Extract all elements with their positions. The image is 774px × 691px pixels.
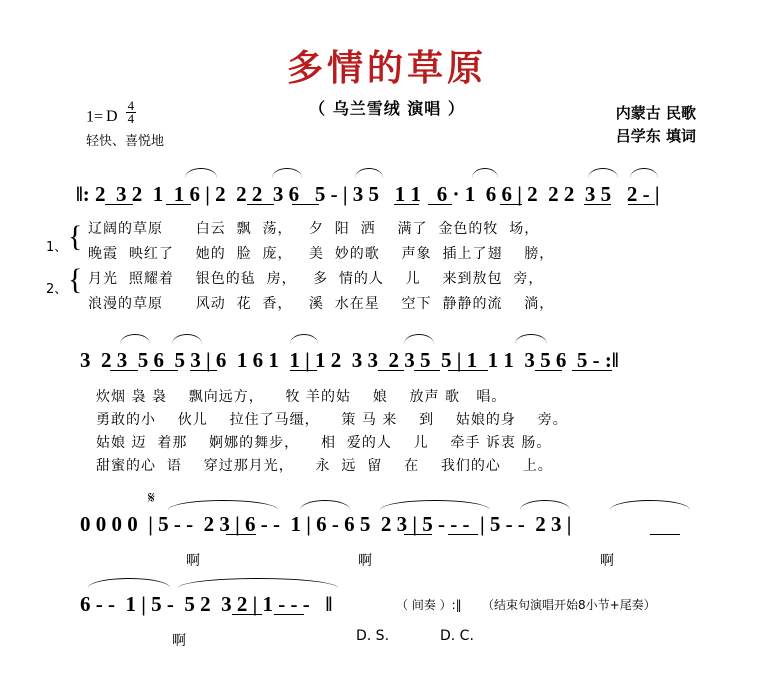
slur [630, 168, 658, 178]
beam [190, 370, 217, 371]
beam [628, 204, 655, 205]
slur [515, 334, 547, 344]
slur [178, 578, 338, 588]
time-signature-denominator: 4 [127, 111, 135, 127]
lyric-line: 啊 [186, 553, 200, 569]
composer-credit-line1: 内蒙古 民歌 [615, 104, 696, 122]
verse-brace-2: { [68, 263, 83, 296]
slur [168, 500, 278, 510]
verse-number-2: 2、 [46, 282, 68, 297]
time-signature [126, 100, 137, 126]
verse-number-1: 1、 [46, 240, 68, 255]
key-label: 1= [86, 108, 104, 126]
beam [404, 534, 432, 535]
notation-line: 3 2 3 5 6 5 3 | 6 1 6 1 1 | 1 2 3 3 2 3 5 5 | 1 1 1 3 5 6 5 - :‖ [80, 348, 619, 372]
lyric-line: 啊 [600, 553, 614, 569]
beam [448, 370, 488, 371]
beam [500, 204, 522, 205]
repeat-mark-dc: D. C. [440, 628, 474, 644]
beam [650, 534, 680, 535]
lyric-line: 啊 [358, 553, 372, 569]
beam [247, 204, 274, 205]
beam [428, 204, 452, 205]
beam [110, 370, 138, 371]
slur [290, 334, 318, 344]
beam [414, 370, 440, 371]
slur [300, 500, 350, 510]
lyric-line: 炊烟 袅 袅 飘向远方， 牧 羊的姑 娘 放声 歌 唱。 [96, 389, 507, 405]
beam [150, 370, 178, 371]
lyric-line: 晚霞 映红了 她的 脸 庞， 美 妙的歌 声象 插上了翅 膀， [88, 246, 555, 262]
interlude-annotation: （ 间奏 ）:‖ [396, 598, 462, 612]
slur [172, 334, 202, 344]
beam [166, 204, 191, 205]
lyric-line: 甜蜜的心 语 穿过那月光， 永 远 留 在 我们的心 上。 [96, 458, 553, 474]
singer-credit: （ 乌兰雪绒 演唱 ） [309, 99, 465, 118]
lyric-line: 月光 照耀着 银色的毡 房， 多 情的人 儿 来到敖包 旁， [88, 271, 544, 287]
beam [232, 614, 262, 615]
slur [380, 500, 490, 510]
beam [292, 204, 319, 205]
tempo-marking: 轻快、喜悦地 [86, 134, 165, 149]
notation-line: 6 - - 1 | 5 - 5 2 3 2 | 1 - - - ‖ [80, 592, 333, 616]
slur [472, 168, 498, 178]
slur [404, 334, 434, 344]
beam [535, 370, 562, 371]
beam [290, 370, 317, 371]
slur [610, 500, 690, 510]
lyric-line: 辽阔的草原 白云 飘 荡， 夕 阳 洒 满了 金色的牧 场， [88, 221, 540, 237]
beam [274, 614, 304, 615]
beam [394, 204, 419, 205]
composer-credit [616, 102, 696, 149]
slur [588, 168, 618, 178]
slur [272, 168, 302, 178]
slur [185, 168, 217, 178]
segno-sign: 𝄋 [148, 488, 155, 507]
notation-line: ‖: 2 3 2 1 1 6 | 2 2 2 3 6 5 - | 3 5 1 1 6 · 1 6 6 | 2 2 2 3 5 2 - | [76, 182, 660, 206]
lyric-line: 浪漫的草原 风动 花 香， 溪 水在星 空下 静静的流 淌， [88, 296, 555, 312]
beam [226, 534, 256, 535]
composer-credit-line2: 吕学东 填词 [615, 127, 696, 146]
beam [572, 370, 612, 371]
key-signature [86, 100, 136, 126]
lyric-line: 啊 [172, 633, 186, 649]
slur [88, 578, 170, 588]
slur [355, 168, 383, 178]
verse-brace-1: { [68, 220, 83, 253]
page-title: 多情的草原 [286, 48, 487, 89]
time-signature-numerator: 4 [127, 98, 135, 113]
notation-line: 0 0 0 0 | 5 - - 2 3 | 6 - - 1 | 6 - 6 5 2 3 | 5 - - - | 5 - - 2 3 | [80, 512, 572, 536]
slur [120, 334, 150, 344]
beam [378, 370, 404, 371]
slur [520, 500, 570, 510]
lyric-line: 勇敢的小 伙儿 拉住了马缰， 策 马 来 到 姑娘的身 旁。 [96, 412, 568, 428]
beam [584, 204, 611, 205]
key-value: D [106, 108, 118, 126]
lyric-line: 姑娘 迈 着那 婀娜的舞步， 相 爱的人 儿 牵手 诉衷 肠。 [96, 435, 552, 451]
beam [448, 534, 478, 535]
repeat-mark-ds: D. S. [356, 628, 390, 644]
ending-annotation: （结束句演唱开始8小节+尾奏） [482, 598, 656, 612]
beam [105, 204, 133, 205]
